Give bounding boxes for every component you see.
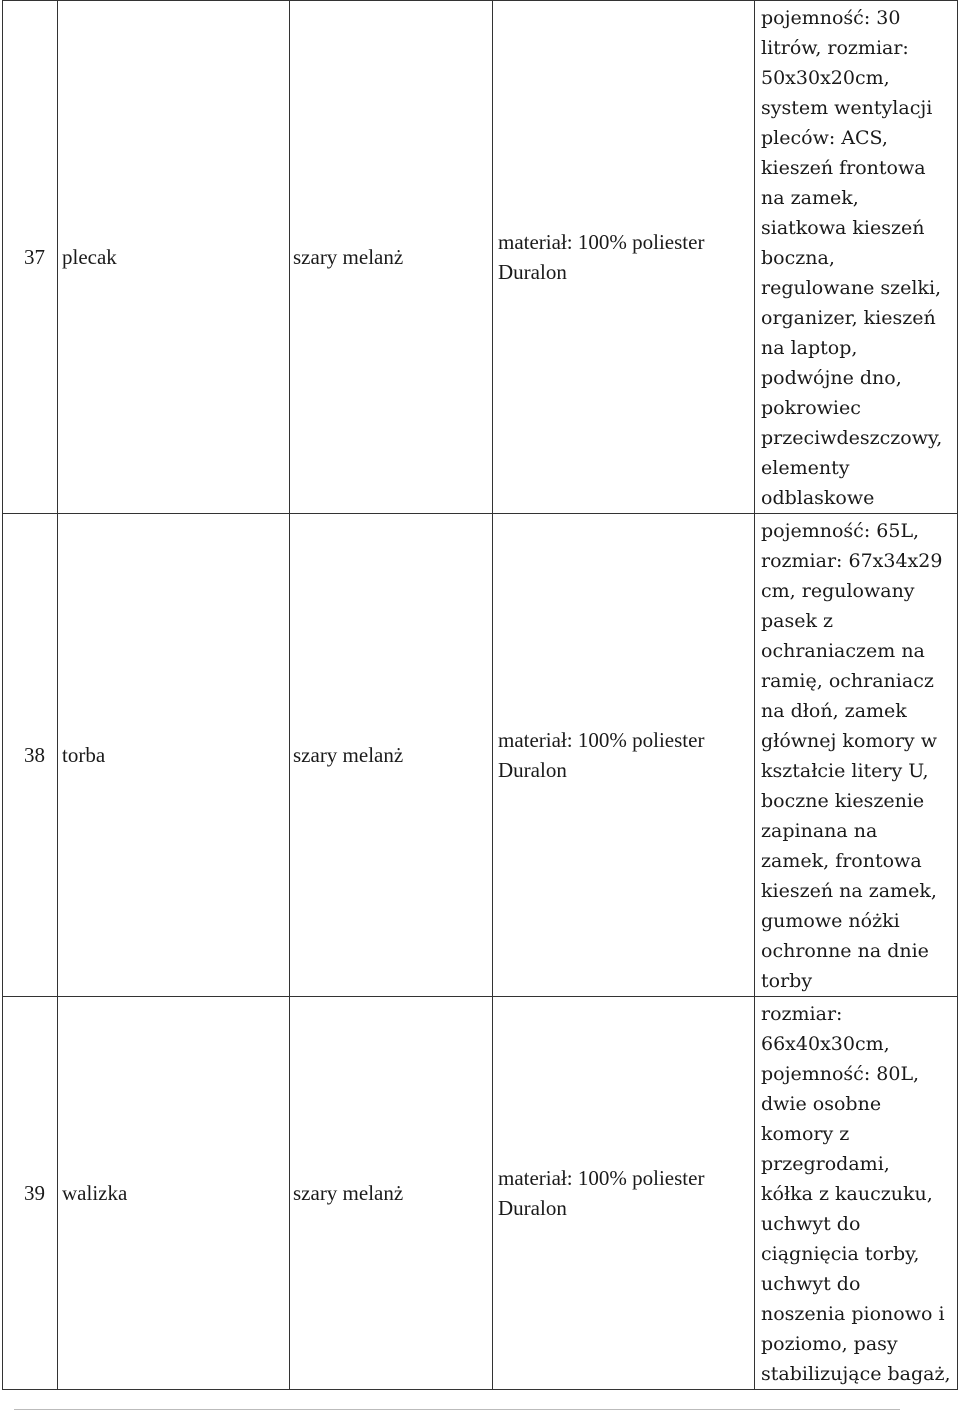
description-line: komory z	[761, 1123, 850, 1145]
description-line: organizer, kieszeń	[761, 307, 936, 329]
item-color: szary melanż	[290, 997, 493, 1390]
description-line: 66x40x30cm,	[761, 1033, 890, 1055]
description-line: pokrowiec	[761, 397, 861, 419]
description-line: siatkowa kieszeń	[761, 217, 925, 239]
description-line: pasek z	[761, 610, 834, 632]
item-name: plecak	[58, 1, 290, 514]
item-color: szary melanż	[290, 514, 493, 997]
description-line: kieszeń frontowa	[761, 157, 926, 179]
description-line: na dłoń, zamek	[761, 700, 907, 722]
description-line: rozmiar: 67x34x29	[761, 550, 943, 572]
description-line: stabilizujące bagaż,	[761, 1363, 951, 1385]
description-line: cm, regulowany	[761, 580, 915, 602]
description-line: boczna,	[761, 247, 835, 269]
material-line: Duralon	[498, 260, 567, 284]
item-material	[493, 997, 755, 1390]
product-spec-table	[2, 0, 958, 1390]
description-line: pojemność: 30	[761, 7, 901, 29]
table-row	[3, 1, 958, 514]
table-row	[3, 514, 958, 997]
description-line: ramię, ochraniacz	[761, 670, 934, 692]
description-line: ochronne na dnie	[761, 940, 929, 962]
description-line: regulowane szelki,	[761, 277, 942, 299]
description-line: rozmiar:	[761, 1003, 843, 1025]
description-line: elementy	[761, 457, 850, 479]
material-line: materiał: 100% poliester	[498, 1166, 705, 1190]
description-line: poziomo, pasy	[761, 1333, 898, 1355]
description-line: torby	[761, 970, 813, 992]
item-name: torba	[58, 514, 290, 997]
description-line: uchwyt do	[761, 1273, 861, 1295]
material-line: Duralon	[498, 1196, 567, 1220]
item-number: 38	[3, 514, 58, 997]
description-line: zapinana na	[761, 820, 878, 842]
item-name: walizka	[58, 997, 290, 1390]
description-line: uchwyt do	[761, 1213, 861, 1235]
description-line: zamek, frontowa	[761, 850, 922, 872]
description-line: głównej komory w	[761, 730, 937, 752]
description-line: system wentylacji	[761, 97, 933, 119]
description-line: kółka z kauczuku,	[761, 1183, 933, 1205]
item-number: 37	[3, 1, 58, 514]
item-number: 39	[3, 997, 58, 1390]
description-line: ochraniaczem na	[761, 640, 925, 662]
description-line: pleców: ACS,	[761, 127, 888, 149]
description-line: odblaskowe	[761, 487, 875, 509]
description-line: pojemność: 80L,	[761, 1063, 920, 1085]
description-line: 50x30x20cm,	[761, 67, 890, 89]
item-description	[755, 997, 958, 1390]
description-line: kieszeń na zamek,	[761, 880, 937, 902]
item-description	[755, 514, 958, 997]
description-line: przeciwdeszczowy,	[761, 427, 943, 449]
page-footer-rule	[14, 1409, 900, 1410]
description-line: kształcie litery U,	[761, 760, 929, 782]
item-material	[493, 514, 755, 997]
description-line: litrów, rozmiar:	[761, 37, 909, 59]
description-line: pojemność: 65L,	[761, 520, 920, 542]
description-line: na zamek,	[761, 187, 859, 209]
material-line: materiał: 100% poliester	[498, 728, 705, 752]
description-line: ciągnięcia torby,	[761, 1243, 920, 1265]
description-line: gumowe nóżki	[761, 910, 900, 932]
item-description	[755, 1, 958, 514]
material-line: Duralon	[498, 758, 567, 782]
description-line: na laptop,	[761, 337, 858, 359]
description-line: podwójne dno,	[761, 367, 902, 389]
description-line: dwie osobne	[761, 1093, 882, 1115]
table-row	[3, 997, 958, 1390]
description-line: boczne kieszenie	[761, 790, 925, 812]
description-line: noszenia pionowo i	[761, 1303, 945, 1325]
description-line: przegrodami,	[761, 1153, 890, 1175]
material-line: materiał: 100% poliester	[498, 230, 705, 254]
item-material	[493, 1, 755, 514]
item-color: szary melanż	[290, 1, 493, 514]
